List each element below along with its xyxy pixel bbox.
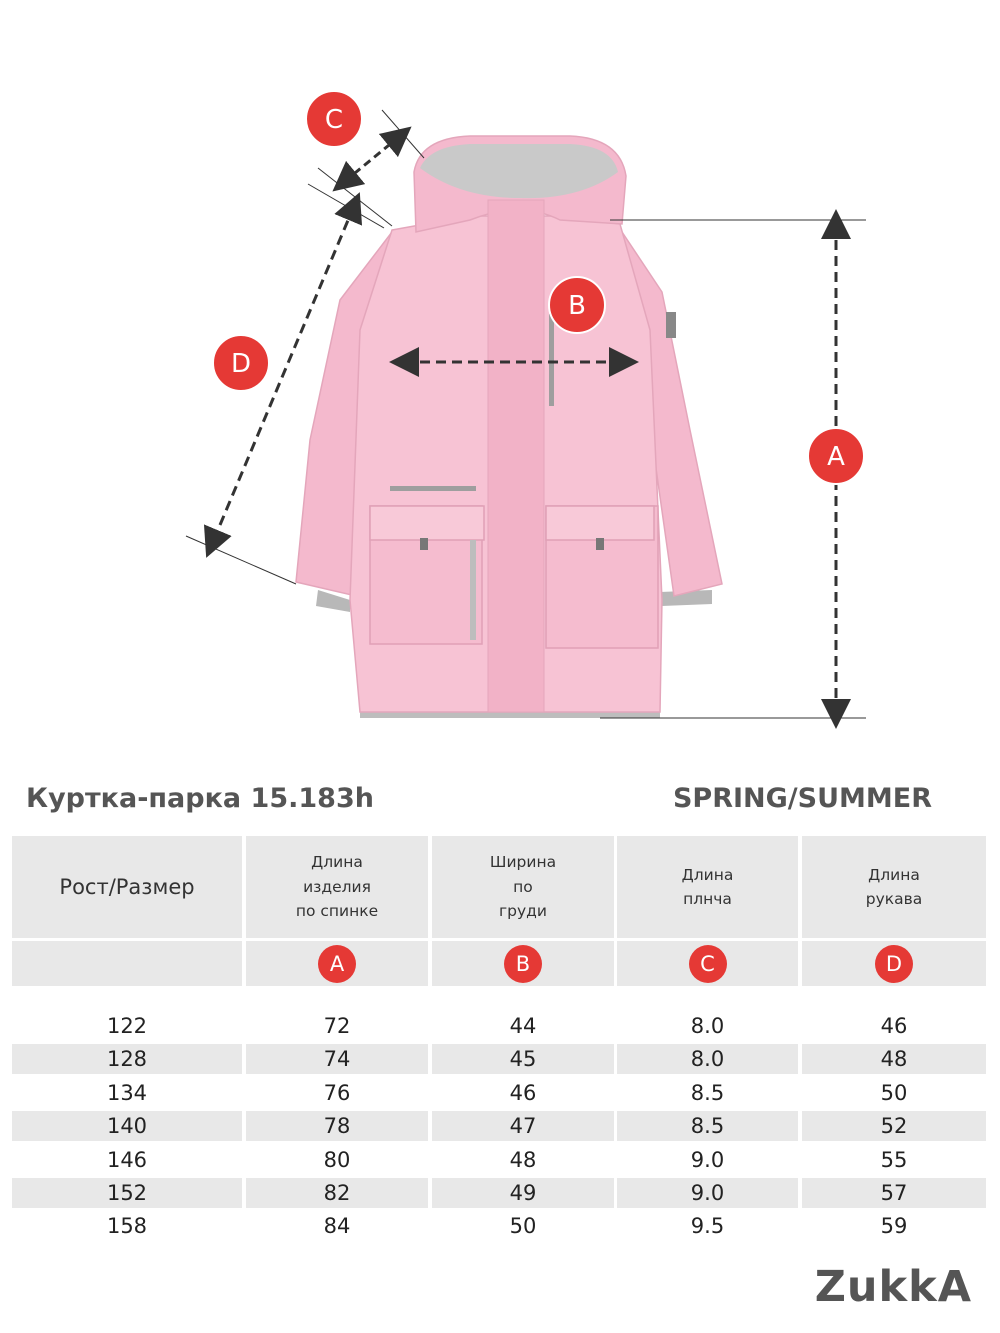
cell-shoulder: 9.0 bbox=[690, 1148, 725, 1172]
svg-text:A: A bbox=[827, 442, 845, 472]
header-size-label: Рост/Размер bbox=[59, 875, 195, 899]
season-label: SPRING/SUMMER bbox=[672, 783, 932, 814]
letter-badge-b: B bbox=[504, 945, 542, 983]
letter-cell-d bbox=[802, 941, 986, 986]
marker-c bbox=[306, 91, 362, 147]
cell-length: 80 bbox=[323, 1148, 351, 1172]
header-length-line: изделия bbox=[303, 877, 371, 896]
jacket-illustration bbox=[296, 136, 722, 718]
letter-badge-c: C bbox=[689, 945, 727, 983]
cell-shoulder: 8.0 bbox=[617, 1044, 798, 1074]
cell-sleeve: 57 bbox=[802, 1178, 986, 1208]
cell-chest: 50 bbox=[509, 1214, 537, 1238]
cell-sleeve: 46 bbox=[880, 1014, 908, 1038]
letter-cell-c bbox=[617, 941, 798, 986]
table-row bbox=[12, 1078, 986, 1108]
marker-a bbox=[808, 428, 864, 484]
marker-b bbox=[549, 277, 605, 333]
table-row bbox=[12, 1044, 986, 1074]
cell-size: 158 bbox=[106, 1214, 148, 1238]
cell-shoulder: 9.0 bbox=[617, 1178, 798, 1208]
cell-sleeve: 52 bbox=[802, 1111, 986, 1141]
letter-cell-b bbox=[432, 941, 614, 986]
cell-chest: 48 bbox=[509, 1148, 537, 1172]
letter-badge-a: A bbox=[318, 945, 356, 983]
svg-text:D: D bbox=[230, 349, 252, 379]
svg-text:C: C bbox=[324, 105, 344, 135]
table-row bbox=[12, 1178, 986, 1208]
cell-length: 74 bbox=[246, 1044, 428, 1074]
cell-length: 72 bbox=[323, 1014, 351, 1038]
header-sleeve-line: Длина bbox=[868, 865, 920, 884]
header-length-line: по спинке bbox=[295, 902, 379, 921]
header-length-line: Длина bbox=[311, 853, 363, 872]
header-chest bbox=[432, 836, 614, 938]
cell-size: 140 bbox=[12, 1111, 242, 1141]
cell-length: 76 bbox=[323, 1081, 351, 1105]
header-shoulder-line: Длина bbox=[681, 865, 734, 884]
brand-logo: ZukkA bbox=[814, 1262, 972, 1312]
cell-length: 82 bbox=[246, 1178, 428, 1208]
cell-size: 146 bbox=[106, 1148, 148, 1172]
cell-chest: 47 bbox=[432, 1111, 614, 1141]
cell-sleeve: 48 bbox=[802, 1044, 986, 1074]
cell-size: 152 bbox=[12, 1178, 242, 1208]
letter-badge-d: D bbox=[875, 945, 913, 983]
header-size bbox=[12, 836, 242, 938]
header-chest-line: груди bbox=[499, 902, 547, 921]
cell-sleeve: 50 bbox=[880, 1081, 908, 1105]
header-chest-line: по bbox=[513, 877, 533, 896]
cell-chest: 44 bbox=[509, 1014, 537, 1038]
header-shoulder-line: плнча bbox=[683, 890, 732, 908]
header-chest-line: Ширина bbox=[489, 853, 557, 872]
table-row bbox=[12, 1011, 986, 1041]
cell-shoulder: 9.5 bbox=[690, 1214, 725, 1238]
table-row bbox=[12, 1111, 986, 1141]
table-row bbox=[12, 1211, 986, 1241]
cell-chest: 45 bbox=[432, 1044, 614, 1074]
cell-shoulder: 8.5 bbox=[617, 1111, 798, 1141]
cell-shoulder: 8.0 bbox=[690, 1014, 725, 1038]
cell-sleeve: 59 bbox=[880, 1214, 908, 1238]
cell-chest: 49 bbox=[432, 1178, 614, 1208]
marker-d bbox=[213, 335, 269, 391]
cell-length: 84 bbox=[323, 1214, 351, 1238]
cell-chest: 46 bbox=[509, 1081, 537, 1105]
header-sleeve bbox=[802, 836, 986, 938]
cell-size: 134 bbox=[106, 1081, 148, 1105]
cell-length: 78 bbox=[246, 1111, 428, 1141]
header-sleeve-line: рукава bbox=[865, 890, 923, 908]
cell-sleeve: 55 bbox=[880, 1148, 908, 1172]
letter-cell-empty bbox=[12, 941, 242, 986]
cell-shoulder: 8.5 bbox=[690, 1081, 725, 1105]
cell-size: 122 bbox=[106, 1014, 148, 1038]
letter-cell-a bbox=[246, 941, 428, 986]
cell-size: 128 bbox=[12, 1044, 242, 1074]
table-row bbox=[12, 1145, 986, 1175]
product-title: Куртка-парка 15.183h bbox=[26, 783, 374, 814]
header-shoulder bbox=[617, 836, 798, 938]
svg-text:B: B bbox=[568, 291, 586, 321]
header-length bbox=[246, 836, 428, 938]
